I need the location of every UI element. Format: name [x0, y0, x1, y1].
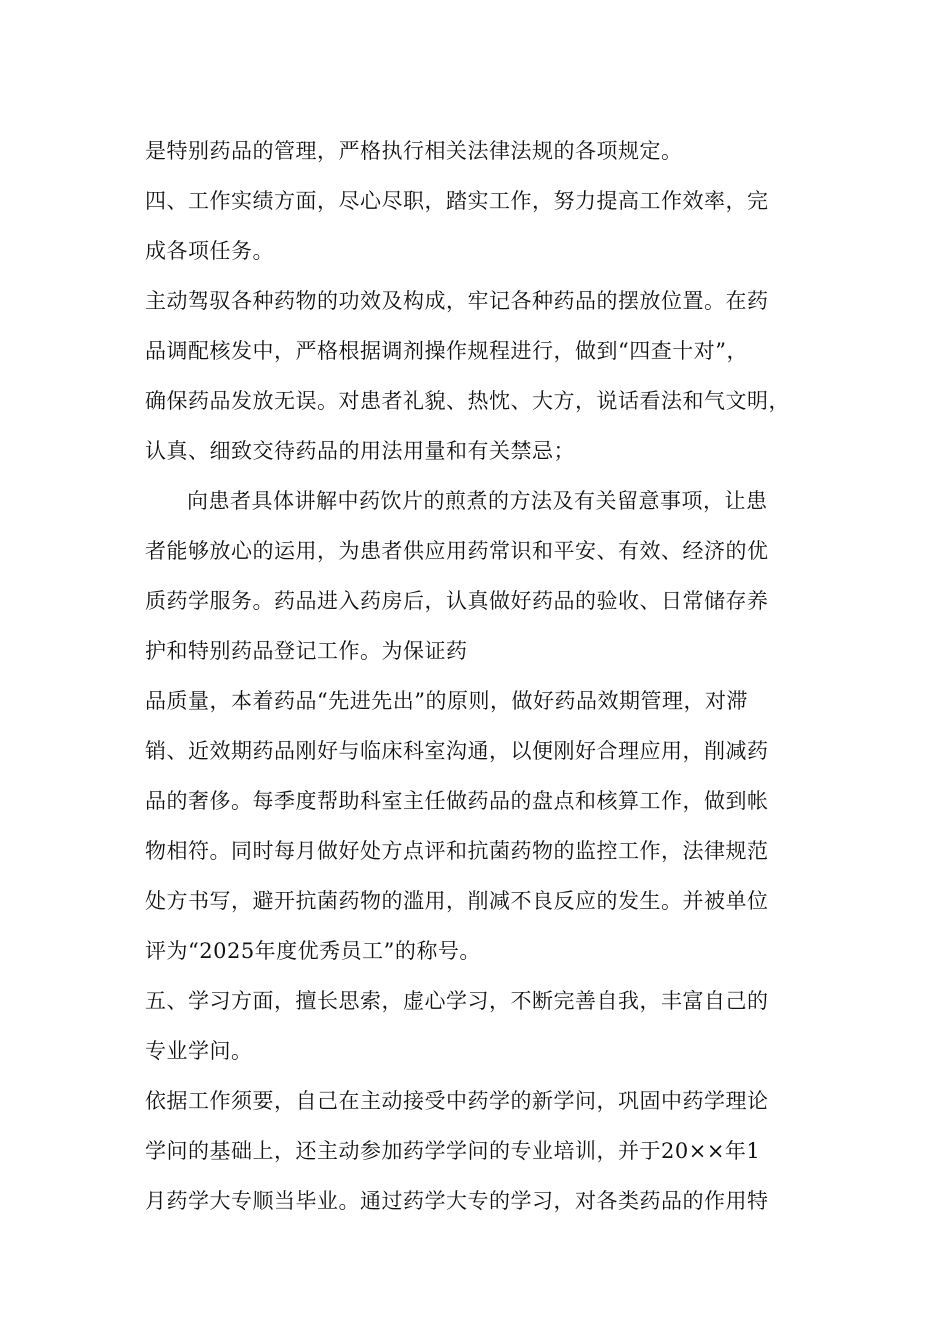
- text-line: 成各项任务。: [145, 239, 274, 263]
- text-line: 评为“2025年度优秀员工”的称号。: [145, 939, 481, 963]
- text-line: 是特别药品的管理，严格执行相关法律法规的各项规定。: [145, 139, 683, 163]
- text-line: 依据工作须要，自己在主动接受中药学的新学问，巩固中药学理论: [145, 1089, 769, 1113]
- text-line: 品的奢侈。每季度帮助科室主任做药品的盘点和核算工作，做到帐: [145, 789, 769, 813]
- text-line: 销、近效期药品刚好与临床科室沟通，以便刚好合理应用，削减药: [145, 739, 769, 763]
- text-line: 品调配核发中，严格根据调剂操作规程进行，做到“四查十对”，: [145, 339, 748, 363]
- text-line: 者能够放心的运用，为患者供应用药常识和平安、有效、经济的优: [145, 539, 769, 563]
- text-line: 四、工作实绩方面，尽心尽职，踏实工作，努力提高工作效率，完: [145, 189, 769, 213]
- text-line: 月药学大专顺当毕业。通过药学大专的学习，对各类药品的作用特: [145, 1189, 769, 1213]
- text-line: 专业学问。: [145, 1039, 253, 1063]
- text-line: 确保药品发放无误。对患者礼貌、热忱、大方，说话看法和气文明，: [145, 389, 790, 413]
- text-line: 处方书写，避开抗菌药物的滥用，削减不良反应的发生。并被单位: [145, 889, 769, 913]
- text-line: 五、学习方面，擅长思索，虚心学习，不断完善自我，丰富自己的: [145, 989, 769, 1013]
- text-line: 向患者具体讲解中药饮片的煎煮的方法及有关留意事项，让患: [187, 489, 768, 513]
- text-line: 护和特别药品登记工作。为保证药: [145, 639, 468, 663]
- text-line: 质药学服务。药品进入药房后，认真做好药品的验收、日常储存养: [145, 589, 769, 613]
- text-line: 认真、细致交待药品的用法用量和有关禁忌；: [145, 439, 575, 463]
- text-line: 学问的基础上，还主动参加药学学问的专业培训，并于20××年1: [145, 1139, 761, 1163]
- text-line: 物相符。同时每月做好处方点评和抗菌药物的监控工作，法律规范: [145, 839, 769, 863]
- text-line: 品质量，本着药品“先进先出”的原则，做好药品效期管理，对滞: [145, 689, 748, 713]
- text-line: 主动驾驭各种药物的功效及构成，牢记各种药品的摆放位置。在药: [145, 289, 769, 313]
